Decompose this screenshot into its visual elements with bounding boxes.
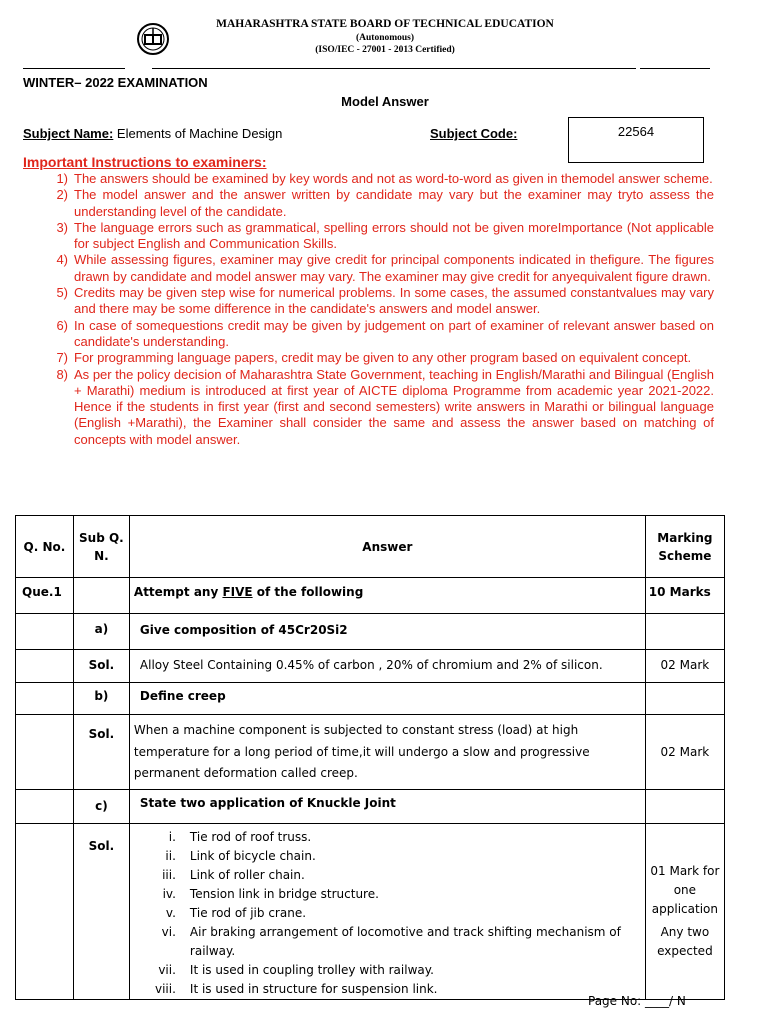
empty-cell xyxy=(16,789,74,823)
header-answer: Answer xyxy=(129,516,645,578)
que1-instruction xyxy=(129,578,645,614)
list-item xyxy=(130,980,645,999)
empty-cell xyxy=(16,715,74,790)
sub-c: c) xyxy=(73,789,129,823)
board-name: MAHARASHTRA STATE BOARD OF TECHNICAL EDUCATION xyxy=(216,18,554,30)
instructions-title: Important Instructions to examiners: xyxy=(23,154,267,170)
header-sub-q: Sub Q. N. xyxy=(73,516,129,578)
list-text: Tie rod of roof truss. xyxy=(189,829,312,844)
list-num: i. xyxy=(168,829,176,844)
instruction-number: 4) xyxy=(56,252,68,268)
answer-b: When a machine component is subjected to constant stress (load) at high temperature for a long period of time,it will undergo a slow and progressive permanent deformation called creep. xyxy=(129,715,645,790)
instruction-item xyxy=(34,350,714,366)
list-num: vii. xyxy=(158,962,176,977)
instruction-text: The answers should be examined by key words and not as word-to-word as given in themodel answer scheme. xyxy=(74,171,713,186)
subject-code-label: Subject Code: xyxy=(430,126,518,141)
table-row xyxy=(16,614,725,650)
instruction-text: As per the policy decision of Maharashtra State Government, teaching in English/Marathi and Bilingual (English + Marathi) medium is introduced at first year of AICTE diploma Programme from academic year 2021-2022. Hence if the students in first year (first and second semesters) write answers in Marathi or bilingual language (English +Marathi), the Examiner shall consider the same and assess the answer based on matching of concepts with model answer. xyxy=(74,366,714,447)
instruction-item xyxy=(34,220,714,253)
list-num: vi. xyxy=(161,924,176,939)
header-q-no: Q. No. xyxy=(16,516,74,578)
table-row xyxy=(16,578,725,614)
sol-a-label: Sol. xyxy=(73,650,129,683)
marks-c-line1: 01 Mark for one application xyxy=(650,863,720,916)
list-num: viii. xyxy=(154,981,176,996)
table-row xyxy=(16,789,725,823)
empty-cell xyxy=(16,650,74,683)
marks-b: 02 Mark xyxy=(645,715,724,790)
instruction-item xyxy=(34,285,714,318)
empty-cell xyxy=(16,683,74,715)
que1-five: FIVE xyxy=(222,585,253,599)
subject-name-value: Elements of Machine Design xyxy=(113,126,283,141)
instruction-number: 5) xyxy=(56,285,68,301)
instruction-item xyxy=(34,252,714,285)
subject-name xyxy=(23,126,282,141)
list-item xyxy=(130,961,645,980)
empty-cell xyxy=(73,578,129,614)
table-row xyxy=(16,683,725,715)
table-header-row xyxy=(16,516,725,578)
question-b: Define creep xyxy=(129,683,645,715)
instruction-text: In case of somequestions credit may be given by judgement on part of examiner of relevant answer based on candidate's understanding. xyxy=(74,317,714,349)
list-text: Tie rod of jib crane. xyxy=(189,905,307,920)
answer-c xyxy=(129,823,645,999)
list-num: ii. xyxy=(165,848,176,863)
answer-table xyxy=(15,515,725,1000)
instruction-number: 6) xyxy=(56,317,68,333)
empty-cell xyxy=(645,789,724,823)
sol-c-label: Sol. xyxy=(73,823,129,999)
instruction-number: 3) xyxy=(56,219,68,235)
exam-title: WINTER– 2022 EXAMINATION xyxy=(23,75,208,90)
instruction-number: 1) xyxy=(56,171,68,186)
instructions-list xyxy=(34,171,714,448)
subject-code-box: 22564 xyxy=(568,117,704,163)
sub-a: a) xyxy=(73,614,129,650)
marks-c xyxy=(645,823,724,999)
board-certification: (ISO/IEC - 27001 - 2013 Certified) xyxy=(315,45,455,55)
instruction-text: For programming language papers, credit may be given to any other program based on equivalent concept. xyxy=(74,350,692,366)
question-a: Give composition of 45Cr20Si2 xyxy=(129,614,645,650)
instruction-number: 2) xyxy=(56,187,68,203)
instruction-item xyxy=(34,318,714,351)
empty-cell xyxy=(645,614,724,650)
que1-label: Que.1 xyxy=(16,578,74,614)
instruction-item xyxy=(34,171,714,187)
instruction-item xyxy=(34,367,714,448)
subject-name-label: Subject Name: xyxy=(23,126,114,141)
list-text: It is used in coupling trolley with railway. xyxy=(189,962,434,977)
list-text: It is used in structure for suspension link. xyxy=(189,981,438,996)
empty-cell xyxy=(645,683,724,715)
page-number: Page No: ____/ N xyxy=(588,994,686,1008)
que1-pre: Attempt any xyxy=(133,585,223,599)
list-item xyxy=(130,904,645,923)
list-item xyxy=(130,885,645,904)
sub-b: b) xyxy=(73,683,129,715)
list-text: Tension link in bridge structure. xyxy=(189,886,379,901)
instruction-text: The model answer and the answer written by candidate may vary but the examiner may tryto assess the understanding level of the candidate. xyxy=(74,187,714,219)
application-list xyxy=(130,828,645,999)
empty-cell xyxy=(16,614,74,650)
list-text: Link of roller chain. xyxy=(189,867,305,882)
subject-code-label-wrap xyxy=(430,126,517,141)
instruction-number: 7) xyxy=(56,350,68,366)
answer-a: Alloy Steel Containing 0.45% of carbon , 20% of chromium and 2% of silicon. xyxy=(129,650,645,683)
board-autonomous: (Autonomous) xyxy=(355,33,415,43)
instruction-text: Credits may be given step wise for numerical problems. In some cases, the assumed constantvalues may vary and there may be some difference in the candidate's answers and model answer. xyxy=(74,285,714,317)
list-item xyxy=(130,828,645,847)
instruction-number: 8) xyxy=(56,366,68,382)
list-text: Link of bicycle chain. xyxy=(189,848,316,863)
list-num: iii. xyxy=(162,867,176,882)
list-item xyxy=(130,866,645,885)
sol-b-label: Sol. xyxy=(73,715,129,790)
que1-marks: 10 Marks xyxy=(645,578,724,614)
header-rule xyxy=(640,68,710,69)
instruction-text: The language errors such as grammatical, spelling errors should not be given moreImportance (Not applicable for subject English and Communication Skills. xyxy=(74,219,714,252)
list-num: v. xyxy=(165,905,176,920)
list-item xyxy=(130,847,645,866)
table-row xyxy=(16,650,725,683)
que1-post: of the following xyxy=(252,585,364,599)
marks-c-line2: Any two expected xyxy=(657,924,713,958)
list-text: Air braking arrangement of locomotive and track shifting mechanism of railway. xyxy=(189,924,621,958)
list-item xyxy=(130,923,645,961)
empty-cell xyxy=(16,823,74,999)
header-rule xyxy=(23,68,125,69)
question-c: State two application of Knuckle Joint xyxy=(129,789,645,823)
list-num: iv. xyxy=(162,886,176,901)
header-marking: Marking Scheme xyxy=(645,516,724,578)
instruction-item xyxy=(34,187,714,220)
instruction-text: While assessing figures, examiner may give credit for principal components indicated in thefigure. The figures drawn by candidate and model answer may vary. The examiner may give credit for anyequivalent figure drawn. xyxy=(74,252,714,284)
header-rule xyxy=(152,68,636,69)
marks-a: 02 Mark xyxy=(645,650,724,683)
table-row xyxy=(16,715,725,790)
model-answer-title: Model Answer xyxy=(341,94,429,109)
table-row xyxy=(16,823,725,999)
